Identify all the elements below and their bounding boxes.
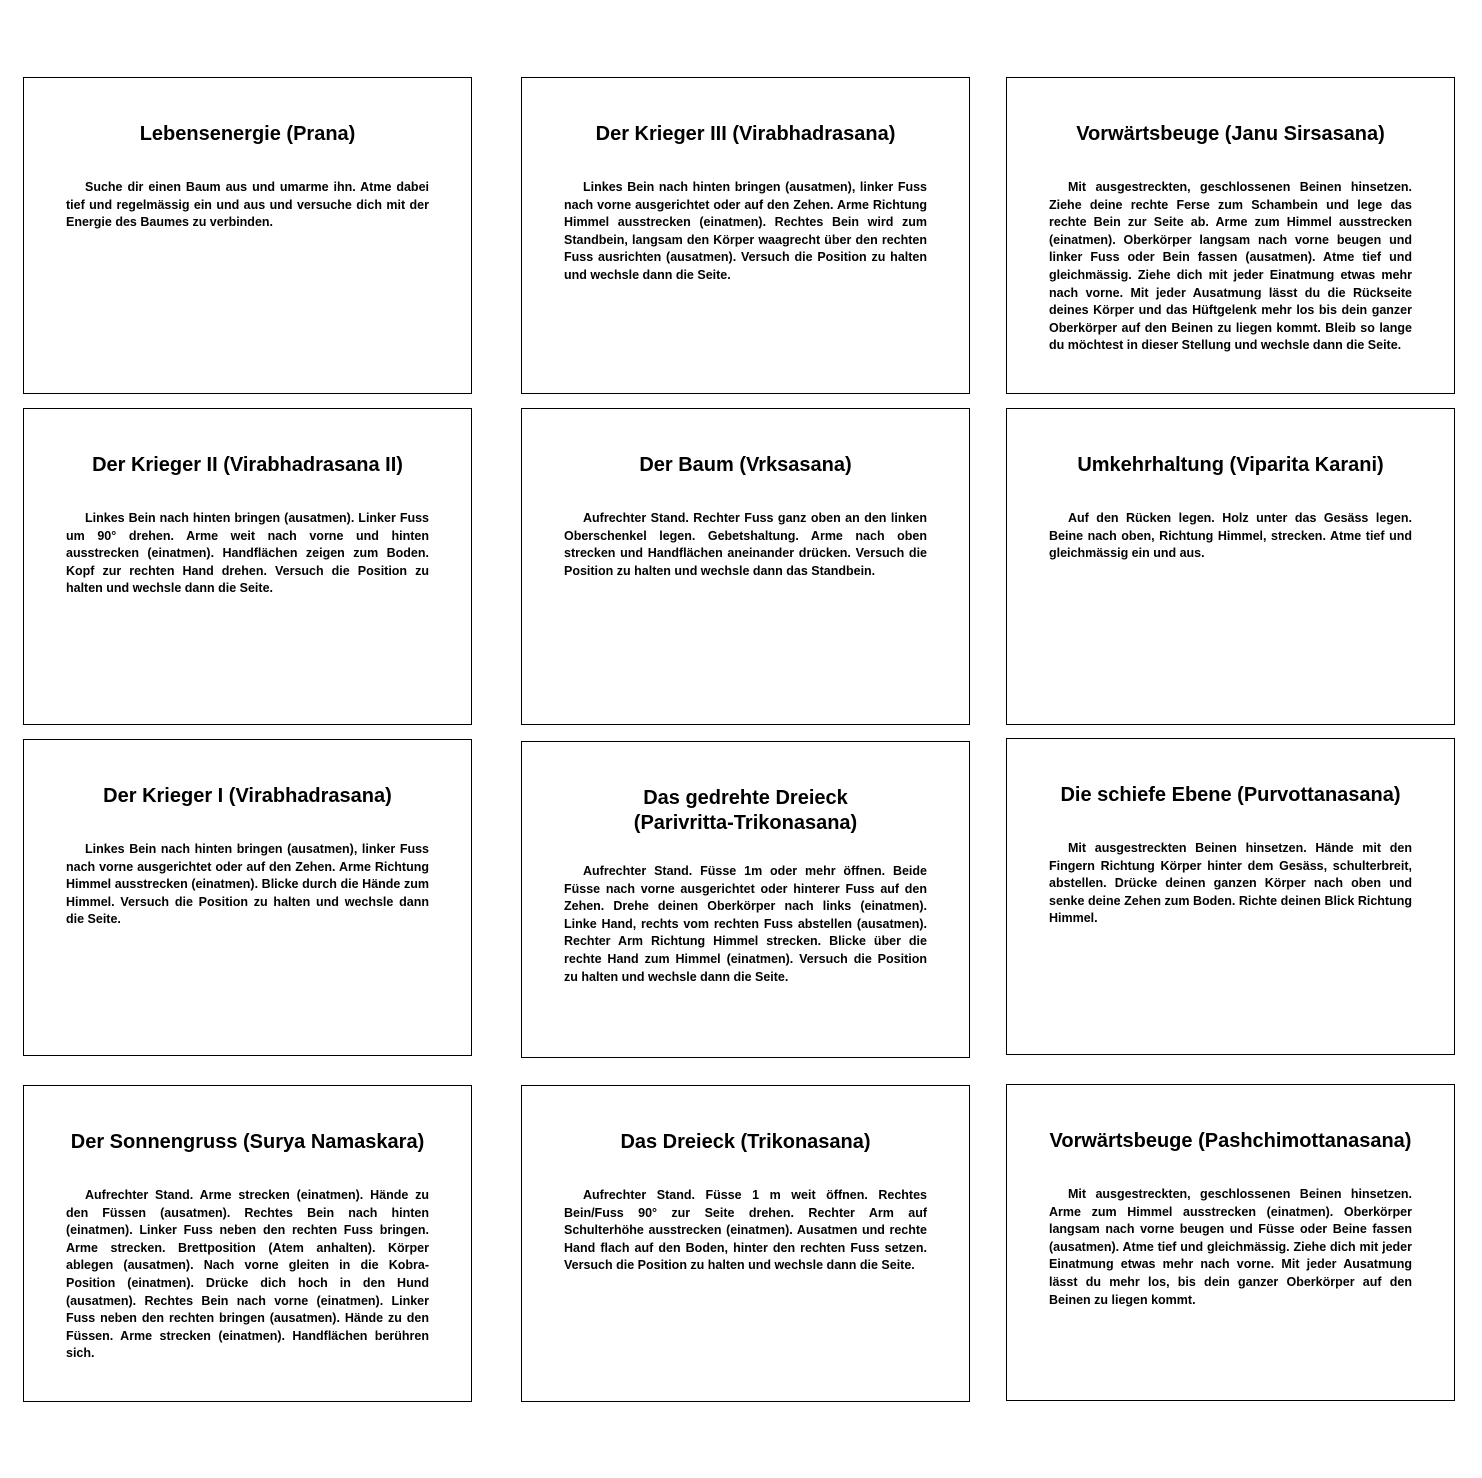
card-title: Der Baum (Vrksasana): [639, 454, 852, 476]
card-lebensenergie: [23, 77, 472, 394]
card-text: Aufrechter Stand. Arme strecken (einatmen). Hände zu den Füssen (ausatmen). Rechtes Bein nach hinten (einatmen). Linker Fuss neben den rechten Fuss bringen. Arme strecken. Brettposition (Atem anhalten). Körper ablegen (ausatmen). Nach vorne gleiten in die Kobra-Position (einatmen). Drücke dich hoch in den Hund (ausatmen). Rechtes Bein nach vorne (einatmen). Linker Fuss neben den rechten bringen (ausatmen). Hände zu den Füssen. Arme strecken (einatmen). Handflächen berühren sich.: [66, 1188, 429, 1361]
card-text: Mit ausgestreckten, geschlossenen Beinen hinsetzen. Ziehe deine rechte Ferse zum Schambein und lege das rechte Bein zur Seite ab. Arme zum Himmel ausstrecken (einatmen). Oberkörper langsam nach vorne beugen und linker Fuss oder Bein fassen (ausatmen). Atme tief und gleichmässig. Ziehe dich mit jeder Einatmung etwas mehr nach vorne. Mit jeder Ausatmung lässt du die Rückseite deines Körper und das Hüftgelenk mehr los bis dein ganzer Oberkörper auf den Beinen zu liegen kommt. Bleib so lange du möchtest in dieser Stellung und wechsle dann die Seite.: [1049, 180, 1412, 353]
card-title: Der Krieger II (Virabhadrasana II): [92, 454, 403, 476]
card-title: Der Sonnengruss (Surya Namaskara): [70, 1131, 425, 1153]
card-text: Mit ausgestreckten, geschlossenen Beinen hinsetzen. Arme zum Himmel ausstrecken (einatmen). Oberkörper langsam nach vorne beugen und Füsse oder Beine fassen (ausatmen). Atme tief und gleichmässig. Ziehe dich mit jeder Einatmung etwas mehr nach vorne. Mit jeder Ausatmung lässt du mehr los, bis dein ganzer Oberkörper auf den Beinen zu liegen kommt.: [1049, 1187, 1412, 1307]
card-umkehrhaltung: [1006, 408, 1455, 725]
card-krieger-iii: [521, 77, 970, 394]
card-text: Aufrechter Stand. Füsse 1 m weit öffnen. Rechtes Bein/Fuss 90° zur Seite drehen. Rechter Arm auf Schulterhöhe ausstrecken (einatmen). Ausatmen und rechte Hand flach auf den Boden, hinter den rechten Fuss setzen. Versuch die Position zu halten und wechsle dann die Seite.: [564, 1188, 927, 1273]
card-title: Umkehrhaltung (Viparita Karani): [1077, 454, 1384, 476]
card-dreieck: [521, 1085, 970, 1402]
card-sonnengruss: [23, 1085, 472, 1402]
card-title: Lebensenergie (Prana): [139, 123, 356, 145]
card-title: Vorwärtsbeuge (Pashchimottanasana): [1049, 1130, 1412, 1152]
card-title: Der Krieger I (Virabhadrasana): [103, 785, 392, 807]
card-title: Das Dreieck (Trikonasana): [620, 1131, 871, 1153]
card-text: Linkes Bein nach hinten bringen (ausatmen). Linker Fuss um 90° drehen. Arme weit nach vorne und hinten ausstrecken (einatmen). Handflächen zeigen zum Boden. Kopf zur rechten Hand drehen. Versuch die Position zu halten und wechsle dann die Seite.: [66, 511, 429, 596]
card-text: Linkes Bein nach hinten bringen (ausatmen), linker Fuss nach vorne ausgerichtet oder auf den Zehen. Arme Richtung Himmel ausstrecken (einatmen). Rechtes Bein wird zum Standbein, langsam den Körper waagrecht über den rechten Fuss ausrichten (ausatmen). Versuch die Position zu halten und wechsle dann die Seite.: [564, 180, 927, 282]
card-text: Auf den Rücken legen. Holz unter das Gesäss legen. Beine nach oben, Richtung Himmel, strecken. Atme tief und gleichmässig ein und aus.: [1049, 511, 1412, 561]
card-text: Mit ausgestreckten Beinen hinsetzen. Hände mit den Fingern Richtung Körper hinter dem Gesäss, schulterbreit, abstellen. Drücke deinen ganzen Körper nach oben und senke deine Zehen zum Boden. Richte deinen Blick Richtung Himmel.: [1049, 841, 1412, 926]
card-janu-sirsasana: [1006, 77, 1455, 394]
card-title: Vorwärtsbeuge (Janu Sirsasana): [1076, 123, 1385, 145]
card-gedrehtes-dreieck: [521, 741, 970, 1058]
card-text: Aufrechter Stand. Füsse 1m oder mehr öffnen. Beide Füsse nach vorne ausgerichtet oder hinterer Fuss auf den Zehen. Drehe deinen Oberkörper nach links (einatmen). Linke Hand, rechts vom rechten Fuss abstellen (ausatmen). Rechter Arm Richtung Himmel strecken. Blicke über die rechte Hand zum Himmel (einatmen). Versuch die Position zu halten und wechsle dann die Seite.: [564, 864, 927, 984]
card-pashchimottanasana: [1006, 1084, 1455, 1401]
card-title: Die schiefe Ebene (Purvottanasana): [1060, 784, 1401, 806]
card-baum: [521, 408, 970, 725]
card-krieger-ii: [23, 408, 472, 725]
card-text: Aufrechter Stand. Rechter Fuss ganz oben an den linken Oberschenkel legen. Gebetshaltung. Arme nach oben strecken und Handflächen aneinander drücken. Versuch die Position zu halten und wechsle dann das Standbein.: [564, 511, 927, 578]
card-krieger-i: [23, 739, 472, 1056]
card-text: Suche dir einen Baum aus und umarme ihn. Atme dabei tief und regelmässig ein und aus und versuche dich mit der Energie des Baumes zu verbinden.: [66, 180, 429, 230]
card-schiefe-ebene: [1006, 738, 1455, 1055]
card-text: Linkes Bein nach hinten bringen (ausatmen), linker Fuss nach vorne ausgerichtet oder auf den Zehen. Arme Richtung Himmel ausstrecken (einatmen). Blicke durch die Hände zum Himmel. Versuch die Position zu halten und wechsle dann die Seite.: [66, 842, 429, 927]
card-title: Das gedrehte Dreieck (Parivritta-Trikonasana): [633, 787, 858, 834]
card-title: Der Krieger III (Virabhadrasana): [595, 123, 896, 145]
